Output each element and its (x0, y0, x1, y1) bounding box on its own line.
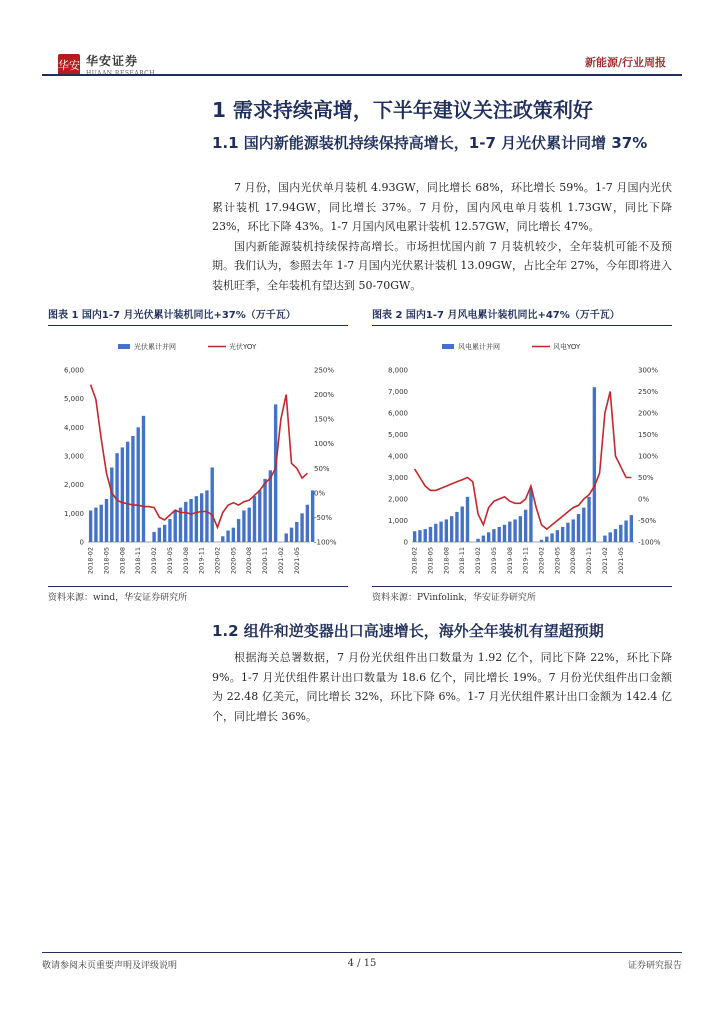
bar (624, 521, 627, 543)
section-1-2-para-1: 根据海关总署数据，7 月份光伏组件出口数量为 1.92 亿个，同比下降 22%，环比下降 9%。1-7 月光伏组件累计出口数量为 18.6 亿个，同比增长 19%。7 月份光伏组件出口金额为 22.48 亿美元，同比增长 32%，环比下降 6%。1-7 月光伏组件累计出口金额为 142.4 亿个，同比增长 36%。 (212, 651, 672, 723)
bar (466, 497, 469, 542)
bar (519, 516, 522, 542)
legend-bar-swatch (118, 344, 130, 349)
report-category: 新能源/行业周报 (584, 56, 666, 69)
x-tick-label: 2018-11 (134, 547, 143, 575)
legend-line-label: 光伏YOY (229, 343, 257, 351)
chart-legend (442, 342, 581, 351)
x-tick-label: 2020-08 (569, 547, 578, 575)
section-1-1-body (212, 178, 672, 295)
bar (290, 528, 293, 542)
bar (561, 527, 564, 542)
y-left-tick-label: 8,000 (387, 366, 408, 375)
x-tick-label: 2018-02 (86, 547, 95, 575)
bar (418, 530, 421, 542)
bar (587, 497, 590, 542)
bar (274, 404, 277, 542)
bar (619, 525, 622, 542)
x-tick-label: 2019-08 (505, 547, 514, 575)
x-tick-label: 2019-05 (165, 547, 174, 575)
y-left-tick-label: 7,000 (387, 388, 408, 396)
bar (593, 387, 596, 542)
x-tick-label: 2019-05 (489, 547, 498, 575)
logo-seal-icon: 华安 (58, 54, 80, 76)
x-tick-label: 2020-05 (553, 547, 562, 575)
x-tick-label: 2019-02 (150, 547, 159, 575)
y-left-tick-label: 0 (403, 538, 408, 547)
bar (482, 536, 485, 542)
bar (540, 540, 543, 542)
y-right-tick-label: 250% (638, 388, 659, 396)
bar (89, 510, 92, 542)
bar (487, 532, 490, 542)
bar (450, 516, 453, 542)
x-tick-label: 2019-02 (474, 547, 483, 575)
x-tick-label: 2020-08 (245, 547, 254, 575)
x-tick-label: 2019-11 (197, 547, 206, 575)
y-right-tick-label: 50% (638, 474, 654, 482)
bar (174, 510, 177, 542)
legend-bar-swatch (442, 344, 454, 349)
y-left-tick-label: 5,000 (63, 395, 84, 404)
bar (424, 529, 427, 542)
x-tick-label: 2021-05 (616, 547, 625, 575)
y-left-tick-label: 1,000 (387, 517, 408, 525)
y-right-tick-label: 50% (314, 464, 330, 473)
bar (253, 496, 256, 542)
footer-divider (42, 952, 682, 953)
section-1-2-body (212, 648, 672, 726)
figure-2-chart (372, 330, 672, 580)
x-tick-label: 2020-02 (537, 547, 546, 575)
bar (232, 528, 235, 542)
bar (603, 536, 606, 542)
y-right-tick-label: 200% (314, 391, 335, 400)
bar (572, 519, 575, 542)
bar (429, 527, 432, 542)
section-1-1-para-1: 7 月份，国内光伏单月装机 4.93GW，同比增长 68%，环比增长 59%。1-7 月国内光伏累计装机 17.94GW，同比增长 37%。7 月份，国内风电单月装机 1.73GW，同比下降 23%，环比下降 43%。1-7 月国内风电累计装机 12.57GW，同比增长 47%。 (212, 181, 672, 233)
y-left-tick-label: 4,000 (387, 452, 408, 461)
y-left-tick-label: 2,000 (387, 495, 408, 504)
y-right-tick-label: 250% (314, 366, 335, 375)
bar (529, 488, 532, 542)
x-tick-label: 2019-08 (181, 547, 190, 575)
bar (434, 524, 437, 542)
bar (439, 522, 442, 542)
series-line (415, 392, 632, 530)
bar (413, 531, 416, 542)
bar (211, 467, 214, 542)
page-number: 4 / 15 (347, 958, 377, 969)
y-right-tick-label: -50% (638, 517, 657, 525)
figure-1-title: 图表 1 国内1-7 月光伏累计装机同比+37%（万千瓦） (48, 306, 348, 326)
bar (184, 502, 187, 542)
x-tick-label: 2020-05 (229, 547, 238, 575)
bar (94, 508, 97, 542)
y-right-tick-label: 150% (314, 415, 335, 424)
y-right-tick-label: 300% (638, 366, 659, 375)
bar (476, 539, 479, 542)
chart-legend (118, 342, 257, 351)
bar (513, 519, 516, 542)
bar (609, 532, 612, 542)
bar (110, 467, 113, 542)
figure-2-title: 图表 2 国内1-7 月风电累计装机同比+47%（万千瓦） (372, 306, 672, 326)
y-right-tick-label: 100% (314, 440, 335, 449)
bar (269, 470, 272, 542)
x-tick-label: 2018-11 (458, 547, 467, 575)
bar (263, 479, 266, 542)
x-tick-label: 2018-08 (118, 547, 127, 575)
figure-2 (372, 306, 672, 603)
footer-disclaimer: 敬请参阅末页重要声明及评级说明 (42, 961, 178, 971)
y-right-tick-label: 0% (638, 495, 650, 504)
bar (168, 519, 171, 542)
legend-bar-label: 光伏累计并网 (134, 343, 176, 351)
section-1-1-title: 1.1 国内新能源装机持续保持高增长，1-7 月光伏累计同增 37% (212, 134, 648, 152)
y-left-tick-label: 3,000 (63, 452, 84, 461)
figure-1-chart (48, 330, 348, 580)
x-tick-label: 2021-02 (600, 547, 609, 575)
bar (550, 533, 553, 542)
bar (126, 442, 129, 542)
bar (142, 416, 145, 542)
bar (455, 512, 458, 542)
bar (200, 493, 203, 542)
bar (121, 447, 124, 542)
y-right-tick-label: -50% (314, 513, 333, 522)
bar (189, 499, 192, 542)
bar (152, 532, 155, 542)
bar (630, 515, 633, 542)
bar (242, 510, 245, 542)
bar (258, 490, 261, 542)
figure-2-source: 资料来源：PVinfolink，华安证券研究所 (372, 586, 672, 603)
bar (158, 528, 161, 542)
x-tick-label: 2020-11 (585, 547, 594, 575)
section-1-1-para-2: 国内新能源装机持续保持高增长。市场担忧国内前 7 月装机较少，全年装机可能不及预期。我们认为，参照去年 1-7 月国内光伏累计装机 13.09GW，占比全年 27%，今年即将进入装机旺季，全年装机有望达到 50-70GW。 (212, 239, 672, 292)
bar (614, 529, 617, 542)
bar (306, 505, 309, 542)
bar (545, 537, 548, 542)
bar (566, 523, 569, 542)
y-left-tick-label: 5,000 (387, 431, 408, 439)
bar (300, 513, 303, 542)
bar (105, 499, 108, 542)
y-left-tick-label: 3,000 (387, 474, 408, 482)
y-right-tick-label: -100% (314, 538, 337, 547)
bar (524, 510, 527, 542)
y-left-tick-label: 2,000 (63, 481, 84, 490)
bar (163, 525, 166, 542)
y-left-tick-label: 6,000 (63, 366, 84, 375)
y-right-tick-label: 200% (638, 409, 659, 418)
bar (556, 530, 559, 542)
bar (295, 522, 298, 542)
bar (100, 505, 103, 542)
legend-line-label: 风电YOY (553, 343, 581, 351)
header-divider (42, 74, 682, 76)
x-tick-label: 2018-02 (410, 547, 419, 575)
y-right-tick-label: 100% (638, 452, 659, 461)
bar (131, 436, 134, 542)
x-tick-label: 2021-05 (292, 547, 301, 575)
logo-cn: 华安证券 (86, 54, 139, 68)
x-tick-label: 2020-02 (213, 547, 222, 575)
x-tick-label: 2018-05 (102, 547, 111, 575)
bar (461, 507, 464, 542)
y-right-tick-label: 0% (314, 489, 326, 498)
figure-1 (48, 306, 348, 603)
y-left-tick-label: 1,000 (63, 509, 84, 518)
bar (508, 522, 511, 542)
bar (492, 529, 495, 542)
x-tick-label: 2020-11 (261, 547, 270, 575)
bar (237, 519, 240, 542)
x-tick-label: 2021-02 (276, 547, 285, 575)
y-right-tick-label: 150% (638, 431, 659, 439)
y-left-tick-label: 0 (79, 538, 84, 547)
y-left-tick-label: 4,000 (63, 423, 84, 432)
x-tick-label: 2019-11 (521, 547, 530, 575)
x-tick-label: 2018-08 (442, 547, 451, 575)
y-left-tick-label: 6,000 (387, 409, 408, 418)
legend-bar-label: 风电累计并网 (458, 343, 500, 351)
bar (311, 490, 314, 542)
footer-report-type: 证券研究报告 (627, 961, 682, 971)
bar (221, 536, 224, 542)
bar (577, 514, 580, 542)
section-1-title: 1 需求持续高增，下半年建议关注政策利好 (212, 98, 593, 122)
bar (195, 496, 198, 542)
bar (226, 531, 229, 542)
bar (205, 490, 208, 542)
bar (445, 519, 448, 542)
bar (248, 508, 251, 542)
section-1-2-title: 1.2 组件和逆变器出口高速增长，海外全年装机有望超预期 (212, 622, 604, 640)
bar (503, 525, 506, 542)
bar (582, 508, 585, 542)
x-tick-label: 2018-05 (426, 547, 435, 575)
bar (498, 527, 501, 542)
bar (137, 427, 140, 542)
y-right-tick-label: -100% (638, 538, 661, 547)
bar (285, 533, 288, 542)
figure-1-source: 资料来源：wind，华安证券研究所 (48, 586, 348, 603)
